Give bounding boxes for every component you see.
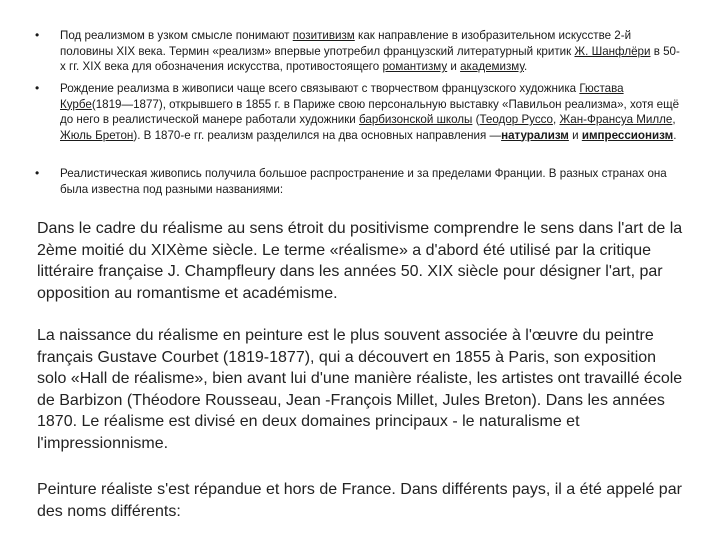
bullet-dot-icon: • (35, 81, 40, 95)
french-paragraph-1 (37, 218, 687, 304)
text-link[interactable]: академизму (460, 60, 525, 73)
text-run: Dans le cadre du réalisme au sens étroit du positivisme comprendre le sens dans l'art de la 2ème moitié du XIXème siècle. Le terme «réalisme» a d'abord été utilisé par la critique littéraire française J. Champfleury dans les années 50. XIX siècle pour désigner l'art, par opposition au romantisme et académisme. (37, 220, 683, 302)
text-link[interactable]: барбизонской школы (359, 113, 473, 126)
text-link[interactable]: Ж. Шанфлёри (574, 44, 651, 58)
text-run: , (553, 113, 560, 126)
text-link[interactable]: Гюстава Курбе (60, 82, 624, 111)
french-paragraph-3 (37, 479, 687, 522)
text-run: ( (472, 113, 480, 126)
text-link[interactable]: позитивизм (292, 29, 355, 42)
text-run: La naissance du réalisme en peinture est le plus souvent associée à l'œuvre du peintre français Gustave Courbet (1819-1877), qui a découvert en 1855 à Paris, son exposition solo «Hall de réalisme», bien avant lui d'une manière réaliste, les artistes ont travaillé école de Barbizon (Théodore Rousseau, Jean -François Millet, Jules Breton). Dans les années 1870. Le réalisme est divisé en deux domaines principaux - le naturalisme et l'impressionnisme. (37, 327, 683, 452)
text-run: Реалистическая живопись получила большое распространение и за пределами Франции. В разных странах она была известна под разными названиями: (60, 167, 667, 196)
bullet-text (60, 28, 680, 75)
bullet-dot-icon: • (35, 28, 40, 42)
text-run: . (673, 128, 677, 142)
bullet-text (60, 166, 680, 197)
french-paragraph-2 (37, 325, 687, 454)
text-run: . (524, 60, 528, 73)
text-run: и (568, 128, 582, 142)
bullet-text (60, 81, 680, 143)
text-run: (1819—1877), открывшего в 1855 г. в Париже свою персональную выставку «Павильон реализма», хотя ещё до него в реалистической манере работали художники (60, 97, 680, 126)
bullet-dot-icon: • (35, 166, 40, 180)
text-run: Peinture réaliste s'est répandue et hors de France. Dans différents pays, il a été appelé par des noms différents: (37, 481, 682, 520)
text-run: , (672, 113, 676, 126)
text-link[interactable]: Жан-Франсуа Милле (559, 113, 673, 126)
text-run: в 50-х гг. XIX века для обозначения искусства, противостоящего (60, 44, 680, 73)
bold-term: натурализм (501, 128, 569, 142)
text-link[interactable]: Жюль Бретон (60, 128, 134, 142)
text-run: и (447, 60, 461, 73)
text-link[interactable]: романтизму (382, 60, 448, 73)
text-run: ). В 1870-е гг. реализм разделился на два основных направления — (133, 128, 502, 142)
text-run: Рождение реализма в живописи чаще всего связывают с творчеством французского художника (60, 82, 580, 95)
text-run: как направление в изобразительном искусстве 2-й половины XIX века. Термин «реализм» впервые употребил французский литературный критик (60, 29, 632, 58)
bold-term: импрессионизм (581, 128, 674, 142)
text-run: Под реализмом в узком смысле понимают (60, 29, 293, 42)
text-link[interactable]: Теодор Руссо (479, 113, 554, 126)
